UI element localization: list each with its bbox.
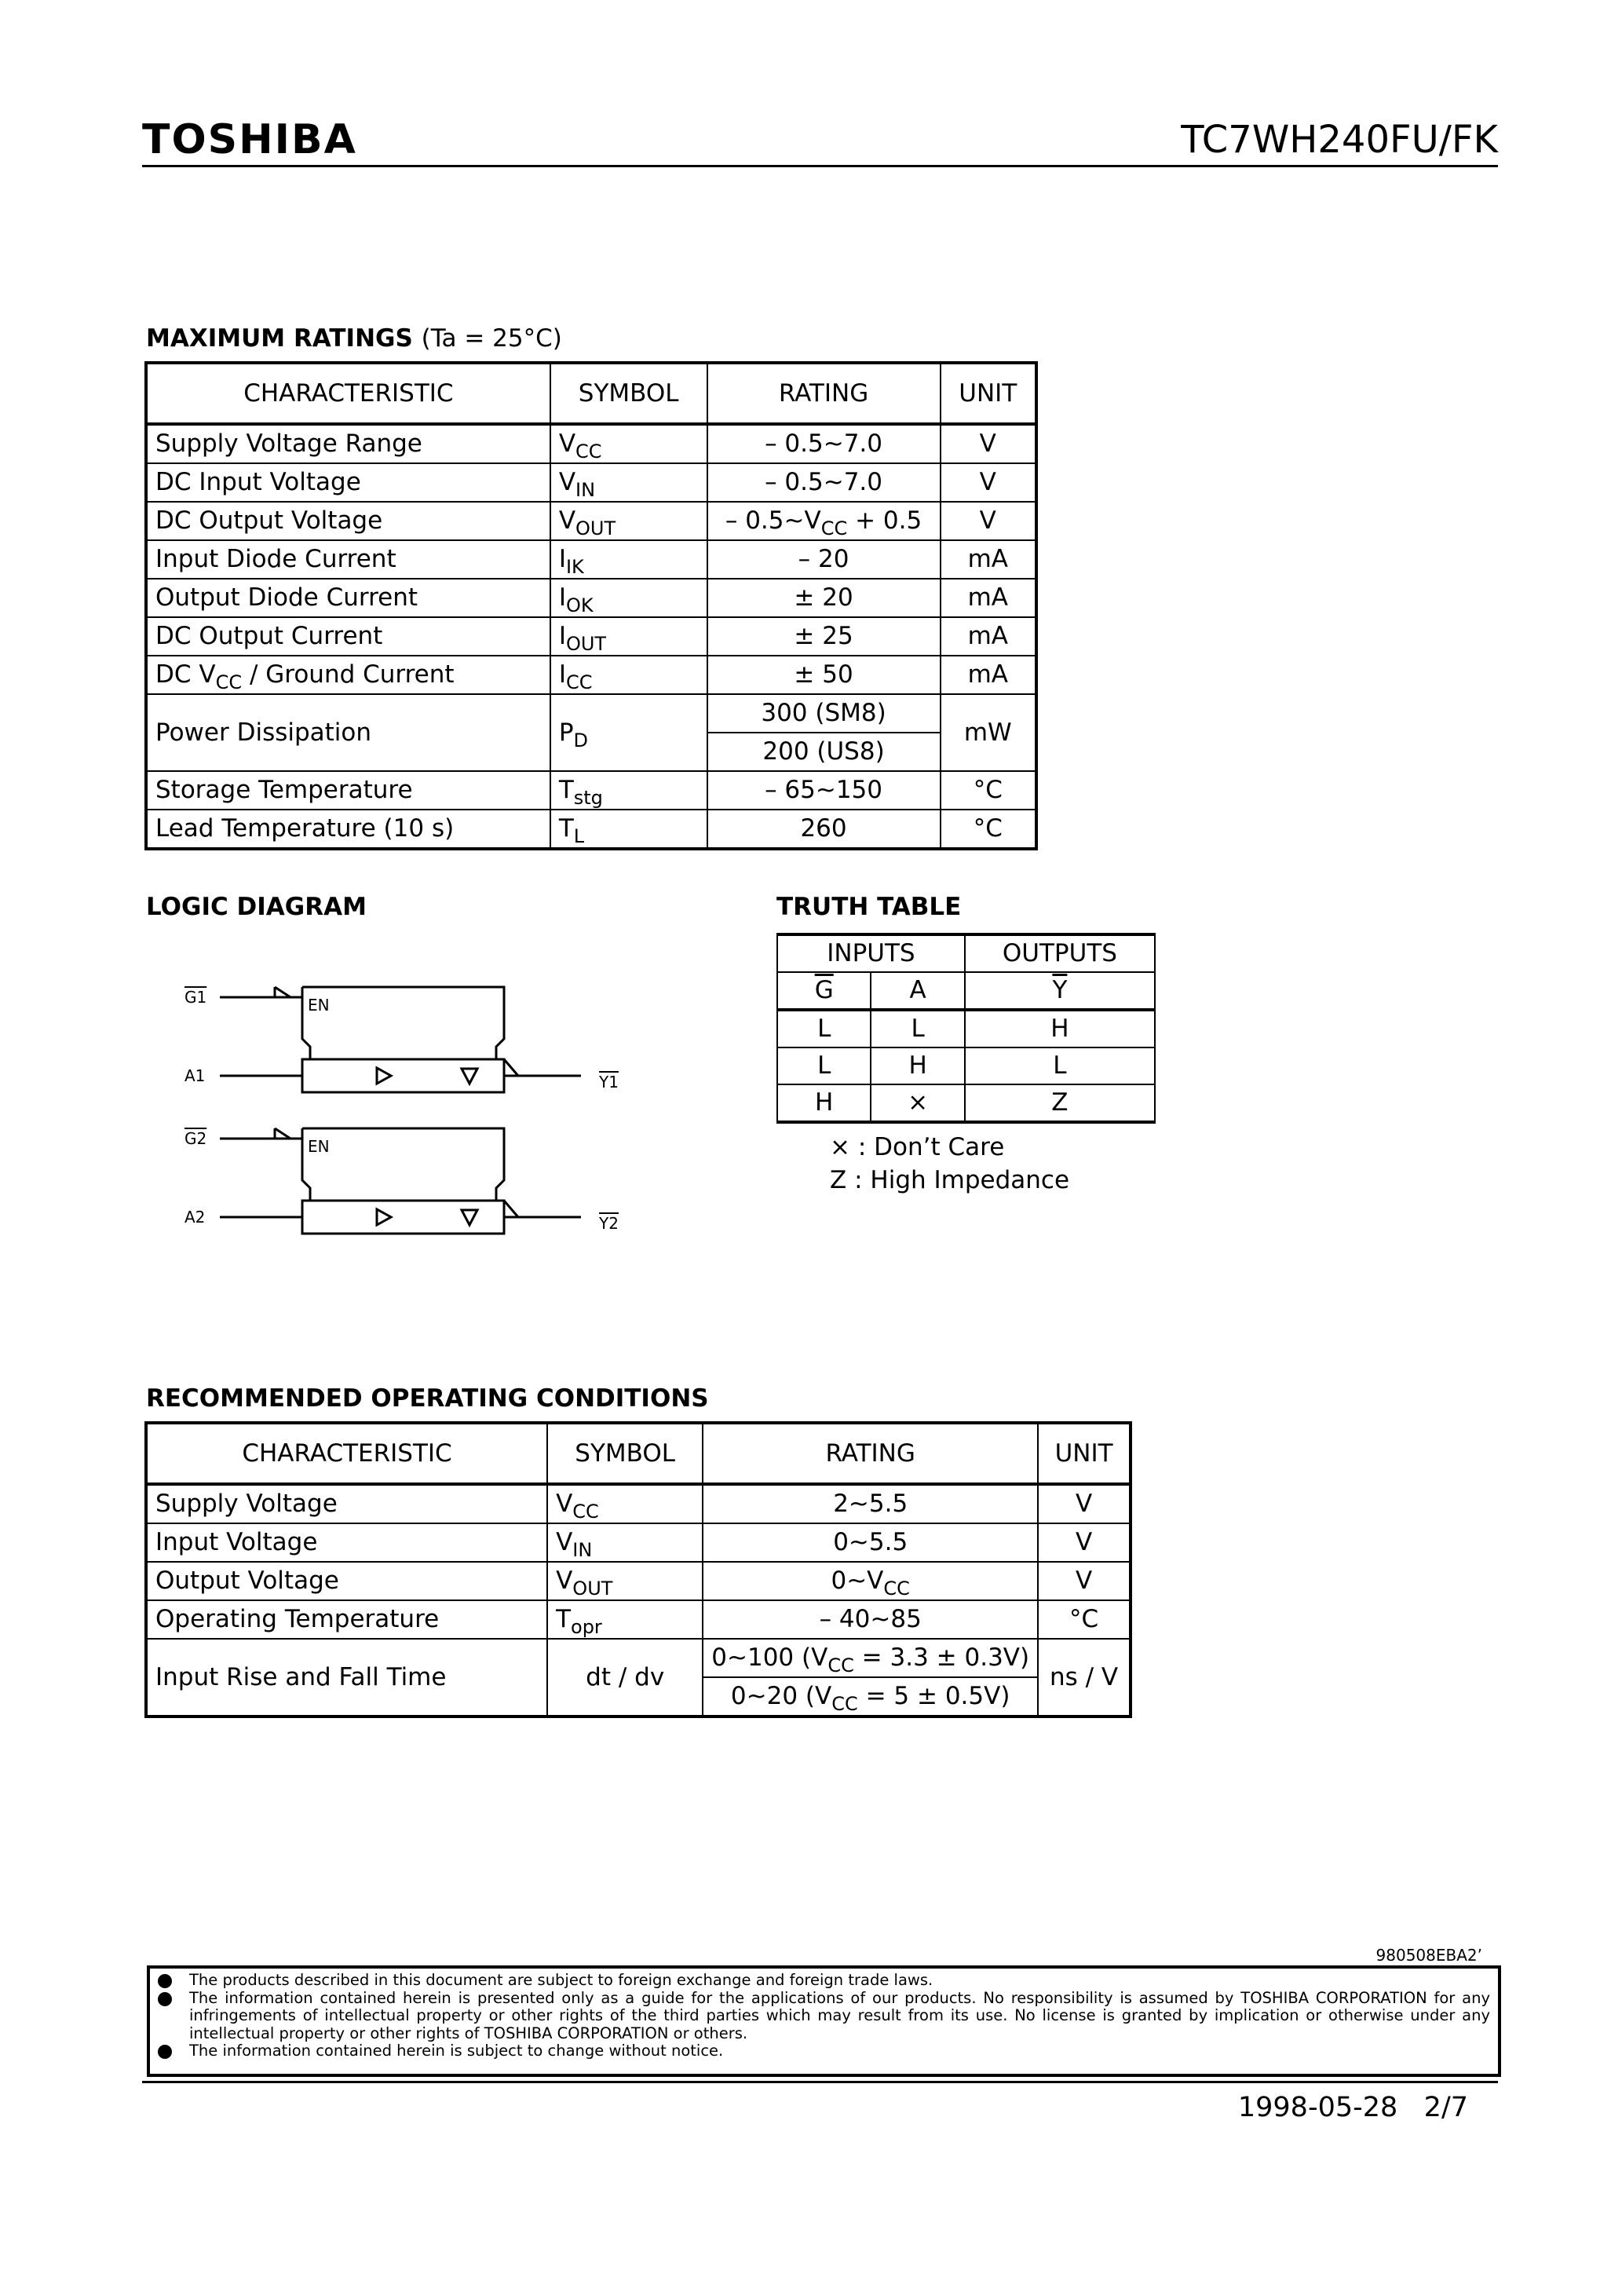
- rating-cell: 0~20 $(V_{CC} = 5 \pm 0.5V)$: [703, 1677, 1038, 1717]
- characteristic-cell: Input Rise and Fall Time: [146, 1639, 547, 1717]
- outputs-header: OUTPUTS: [965, 934, 1155, 972]
- table-row: [146, 424, 1036, 463]
- symbol-cell: $T_{stg}$: [550, 771, 707, 810]
- column-header-y: $\overline{Y}$: [965, 972, 1155, 1010]
- characteristic-cell: DC Input Voltage: [146, 463, 550, 502]
- unit-cell: mA: [941, 540, 1036, 579]
- max-ratings-title-text: MAXIMUM RATINGS: [146, 324, 413, 353]
- y1-polarity-indicator: [504, 1059, 518, 1076]
- table-row: [146, 1639, 1131, 1677]
- table-cell: L: [965, 1047, 1155, 1084]
- enable-block-2: [302, 1128, 504, 1201]
- unit-cell: V: [941, 424, 1036, 463]
- characteristic-cell: Output Diode Current: [146, 579, 550, 617]
- column-header: UNIT: [941, 363, 1036, 424]
- characteristic-cell: Power Dissipation: [146, 694, 550, 771]
- rating-cell: – 0.5~7.0: [707, 463, 941, 502]
- bullet-icon: [158, 2045, 172, 2059]
- table-cell: ×: [871, 1084, 964, 1122]
- characteristic-cell: Lead Temperature (10 s): [146, 810, 550, 849]
- table-cell: Z: [965, 1084, 1155, 1122]
- unit-cell: °C: [941, 771, 1036, 810]
- g1-label: G1: [184, 988, 207, 1007]
- recommended-table: [144, 1421, 1132, 1718]
- footer-page: 2/7: [1423, 2092, 1468, 2123]
- buffer-1-triangle-icon: [377, 1068, 391, 1084]
- table-row: [146, 579, 1036, 617]
- disclaimer-item: The information contained herein is presented only as a guide for the applications of our products. No responsibility is assumed by TOSHIBA CORPORATION for any infringements of intellectual property or other rights of the third parties which may result from its use. No license is granted by implication or otherwise under any intellectual property or other rights of TOSHIBA CORPORATION or others.: [158, 1990, 1490, 2043]
- symbol-cell: $I_{OK}$: [550, 579, 707, 617]
- y2-label: Y2: [599, 1214, 619, 1233]
- column-header: SYMBOL: [550, 363, 707, 424]
- symbol-cell: $V_{OUT}$: [550, 502, 707, 540]
- table-row: [146, 502, 1036, 540]
- rating-cell: 0~100 $(V_{CC} = 3.3 \pm 0.3V)$: [703, 1639, 1038, 1677]
- max-ratings-title: [146, 324, 562, 353]
- unit-cell: V: [941, 463, 1036, 502]
- buffer-2-triangle-icon: [377, 1209, 391, 1225]
- characteristic-cell: Operating Temperature: [146, 1600, 547, 1639]
- disclaimer-box: [147, 1965, 1501, 2077]
- table-row: [146, 810, 1036, 849]
- enable-block-1: [302, 987, 504, 1059]
- table-row: [146, 617, 1036, 656]
- column-header-a: A: [871, 972, 964, 1010]
- logic-diagram-title: LOGIC DIAGRAM: [146, 893, 367, 921]
- truth-table-title: TRUTH TABLE: [776, 893, 962, 921]
- footer-date: 1998-05-28: [1237, 2092, 1398, 2123]
- unit-cell: mA: [941, 617, 1036, 656]
- table-row: [146, 1523, 1131, 1562]
- table-cell: H: [777, 1084, 871, 1122]
- table-row: [146, 1484, 1131, 1523]
- unit-cell: °C: [1038, 1600, 1131, 1639]
- part-number: TC7WH240FU/FK: [1181, 118, 1498, 162]
- a1-label: A1: [184, 1066, 206, 1085]
- table-row: [777, 1010, 1155, 1047]
- header-rule: [142, 165, 1498, 167]
- table-cell: H: [871, 1047, 964, 1084]
- unit-cell: mA: [941, 656, 1036, 694]
- y2-polarity-indicator: [504, 1201, 518, 1217]
- table-row: [146, 463, 1036, 502]
- buffer-2-tristate-icon: [462, 1210, 477, 1225]
- rating-cell: – 0.5~7.0: [707, 424, 941, 463]
- symbol-cell: $I_{OUT}$: [550, 617, 707, 656]
- characteristic-cell: DC $V_{CC}$ / Ground Current: [146, 656, 550, 694]
- unit-cell: ns / V: [1038, 1639, 1131, 1717]
- unit-cell: mA: [941, 579, 1036, 617]
- column-header: RATING: [703, 1423, 1038, 1484]
- symbol-cell: dt / dv: [547, 1639, 703, 1717]
- rating-cell: ± 20: [707, 579, 941, 617]
- rating-cell: 2~5.5: [703, 1484, 1038, 1523]
- table-cell: L: [777, 1010, 871, 1047]
- g2-label: G2: [184, 1129, 207, 1148]
- table-cell: L: [777, 1047, 871, 1084]
- a2-label: A2: [184, 1208, 206, 1227]
- rating-cell: 260: [707, 810, 941, 849]
- unit-cell: mW: [941, 694, 1036, 771]
- table-row: [146, 656, 1036, 694]
- table-row: [777, 1084, 1155, 1122]
- truth-table: [776, 933, 1156, 1124]
- characteristic-cell: DC Output Voltage: [146, 502, 550, 540]
- g2-polarity-indicator: [275, 1128, 290, 1139]
- characteristic-cell: Supply Voltage: [146, 1484, 547, 1523]
- en-label-2: EN: [308, 1137, 330, 1156]
- max-ratings-table: [144, 361, 1038, 850]
- table-row: [146, 1600, 1131, 1639]
- rating-cell: – 20: [707, 540, 941, 579]
- column-header: SYMBOL: [547, 1423, 703, 1484]
- table-row: [146, 1562, 1131, 1600]
- footer-rule: [142, 2081, 1498, 2083]
- symbol-cell: $V_{IN}$: [550, 463, 707, 502]
- table-row: [146, 540, 1036, 579]
- rating-cell: $0\sim V_{CC}$: [703, 1562, 1038, 1600]
- column-header-g: $\overline{G}$: [777, 972, 871, 1010]
- table-header-row: [146, 363, 1036, 424]
- rating-cell: – 40~85: [703, 1600, 1038, 1639]
- g1-polarity-indicator: [275, 987, 290, 997]
- truth-column-header-row: [777, 972, 1155, 1010]
- column-header: CHARACTERISTIC: [146, 363, 550, 424]
- symbol-cell: $V_{IN}$: [547, 1523, 703, 1562]
- rating-cell: 0~5.5: [703, 1523, 1038, 1562]
- logic-diagram: [173, 966, 644, 1256]
- en-label-1: EN: [308, 996, 330, 1015]
- symbol-cell: $V_{CC}$: [550, 424, 707, 463]
- characteristic-cell: Storage Temperature: [146, 771, 550, 810]
- symbol-cell: $I_{IK}$: [550, 540, 707, 579]
- symbol-cell: $V_{CC}$: [547, 1484, 703, 1523]
- rating-cell: ± 50: [707, 656, 941, 694]
- disclaimer-item: The information contained herein is subject to change without notice.: [158, 2042, 1490, 2060]
- table-cell: H: [965, 1010, 1155, 1047]
- table-row: [146, 694, 1036, 733]
- characteristic-cell: Supply Voltage Range: [146, 424, 550, 463]
- unit-cell: V: [941, 502, 1036, 540]
- inputs-header: INPUTS: [777, 934, 965, 972]
- note-high-impedance: Z : High Impedance: [830, 1166, 1070, 1194]
- characteristic-cell: DC Output Current: [146, 617, 550, 656]
- buffer-1-tristate-icon: [462, 1069, 477, 1084]
- table-cell: L: [871, 1010, 964, 1047]
- recommended-title: RECOMMENDED OPERATING CONDITIONS: [146, 1384, 709, 1413]
- max-ratings-condition: (Ta = 25°C): [421, 324, 562, 353]
- rating-cell: 300 (SM8): [707, 694, 941, 733]
- table-row: [777, 1047, 1155, 1084]
- document-code: 980508EBA2’: [1375, 1946, 1482, 1965]
- characteristic-cell: Output Voltage: [146, 1562, 547, 1600]
- truth-group-header-row: [777, 934, 1155, 972]
- column-header: UNIT: [1038, 1423, 1131, 1484]
- disclaimer-item: The products described in this document are subject to foreign exchange and foreign trade laws.: [158, 1972, 1490, 1990]
- rating-cell: ± 25: [707, 617, 941, 656]
- y1-label: Y1: [599, 1073, 619, 1091]
- symbol-cell: $I_{CC}$: [550, 656, 707, 694]
- symbol-cell: $T_L$: [550, 810, 707, 849]
- table-header-row: [146, 1423, 1131, 1484]
- unit-cell: V: [1038, 1523, 1131, 1562]
- unit-cell: V: [1038, 1484, 1131, 1523]
- table-row: [146, 771, 1036, 810]
- unit-cell: V: [1038, 1562, 1131, 1600]
- bullet-icon: [158, 1974, 172, 1988]
- note-dont-care: × : Don’t Care: [830, 1133, 1005, 1161]
- truth-table-notes: [830, 1131, 1069, 1197]
- characteristic-cell: Input Voltage: [146, 1523, 547, 1562]
- symbol-cell: $T_{opr}$: [547, 1600, 703, 1639]
- characteristic-cell: Input Diode Current: [146, 540, 550, 579]
- unit-cell: °C: [941, 810, 1036, 849]
- symbol-cell: $V_{OUT}$: [547, 1562, 703, 1600]
- rating-cell: – 65~150: [707, 771, 941, 810]
- symbol-cell: $P_D$: [550, 694, 707, 771]
- footer: [1238, 2092, 1468, 2123]
- column-header: RATING: [707, 363, 941, 424]
- rating-cell: 200 (US8): [707, 733, 941, 771]
- rating-cell: – $0.5\sim V_{CC} + 0.5$: [707, 502, 941, 540]
- brand-logo: TOSHIBA: [142, 116, 357, 163]
- bullet-icon: [158, 1992, 172, 2006]
- column-header: CHARACTERISTIC: [146, 1423, 547, 1484]
